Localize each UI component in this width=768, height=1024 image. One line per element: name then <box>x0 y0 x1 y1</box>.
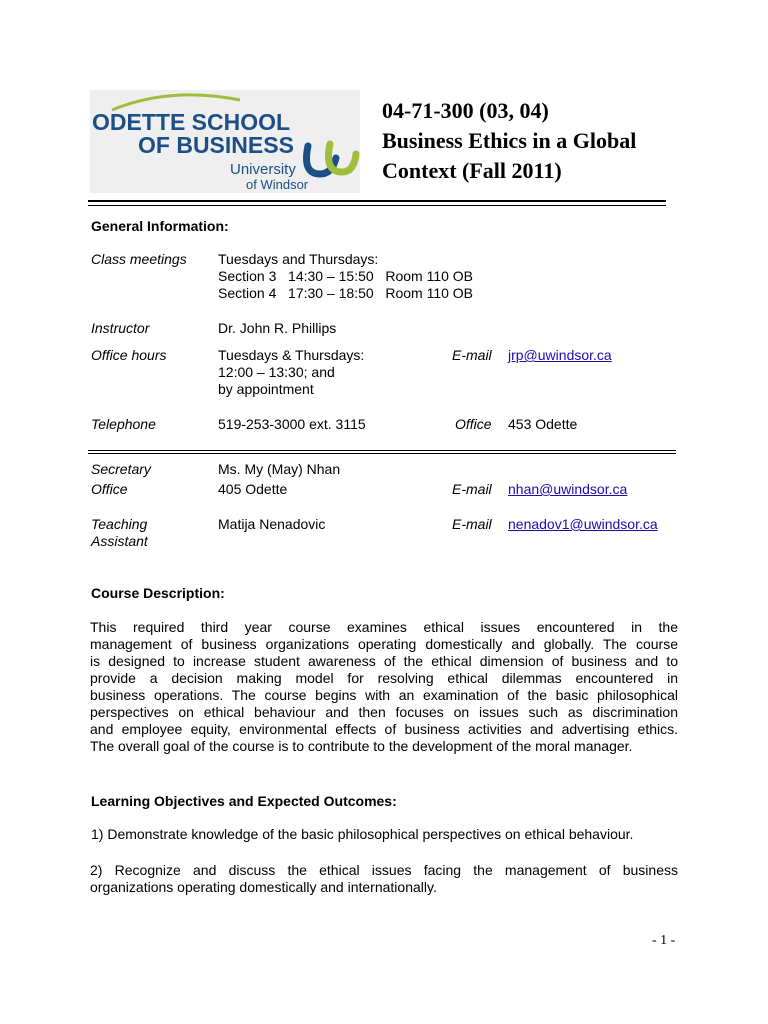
secretary-office-value: 405 Odette <box>218 481 288 497</box>
secretary-label: Secretary <box>91 461 151 477</box>
objective-2 <box>90 862 678 896</box>
instructor-value: Dr. John R. Phillips <box>218 320 337 336</box>
course-description-line: is designed to increase student awareness of the ethical dimension of business and to <box>90 653 678 669</box>
section-rule-1 <box>88 450 676 451</box>
header-rule-top <box>88 200 666 202</box>
ta-label-line-1: Teaching <box>91 516 148 532</box>
course-description-heading: Course Description: <box>91 585 225 601</box>
objective-1: 1) Demonstrate knowledge of the basic philosophical perspectives on ethical behaviour. <box>91 826 634 842</box>
course-description-body <box>90 619 678 755</box>
course-title <box>382 96 636 186</box>
class-meetings-line-2: Section 3 14:30 – 15:50 Room 110 OB <box>218 268 474 284</box>
logo-university: University <box>230 161 296 178</box>
office-value: 453 Odette <box>508 416 578 432</box>
course-description-line: perspectives on ethical behaviour and then focuses on issues such as discrimination <box>90 704 678 720</box>
course-description-line: The overall goal of the course is to contribute to the development of the moral manager. <box>90 738 633 754</box>
ta-value: Matija Nenadovic <box>218 516 326 532</box>
ta-email-link[interactable]: nenadov1@uwindsor.ca <box>508 516 658 532</box>
school-logo <box>90 90 360 193</box>
logo-line-1: ODETTE SCHOOL <box>92 109 291 135</box>
course-description-line: and employee equity, environmental effects of business activities and advertising ethics. <box>90 721 678 737</box>
instructor-label: Instructor <box>91 320 150 336</box>
course-description-line: provide a decision making model for resolving ethical dilemmas encountered in <box>90 670 678 686</box>
instructor-email-link[interactable]: jrp@uwindsor.ca <box>508 347 612 363</box>
objectives-heading: Learning Objectives and Expected Outcomes: <box>91 793 397 809</box>
office-hours-line-3: by appointment <box>218 381 314 397</box>
secretary-email-link[interactable]: nhan@uwindsor.ca <box>508 481 628 497</box>
logo-of-windsor: of Windsor <box>246 177 309 192</box>
general-info-heading: General Information: <box>91 218 229 234</box>
page-number: - 1 - <box>652 933 676 948</box>
secretary-value: Ms. My (May) Nhan <box>218 461 341 477</box>
secretary-email-label: E-mail <box>452 481 492 497</box>
objective-2-line-2: organizations operating domestically and internationally. <box>90 879 437 895</box>
class-meetings-line-1: Tuesdays and Thursdays: <box>218 251 379 267</box>
office-hours-line-1: Tuesdays & Thursdays: <box>218 347 365 363</box>
header-rule-bottom <box>88 205 666 206</box>
telephone-value: 519-253-3000 ext. 3115 <box>218 416 366 432</box>
course-description-line: This required third year course examines ethical issues encountered in the <box>90 619 678 635</box>
instructor-email-label: E-mail <box>452 347 492 363</box>
office-label: Office <box>455 416 492 432</box>
class-meetings-label: Class meetings <box>91 251 187 267</box>
class-meetings-line-3: Section 4 17:30 – 18:50 Room 110 OB <box>218 285 474 301</box>
ta-label-line-2: Assistant <box>91 533 148 549</box>
course-code: 04-71-300 (03, 04) <box>382 98 549 123</box>
course-description-line: business operations. The course begins with an examination of the basic philosophical <box>90 687 678 703</box>
course-name-line-2: Context (Fall 2011) <box>382 158 562 183</box>
objective-2-line-1: 2) Recognize and discuss the ethical issues facing the management of business <box>90 862 678 878</box>
ta-email-label: E-mail <box>452 516 492 532</box>
uwindsor-mark-icon <box>302 138 360 180</box>
course-description-line: management of business organizations operating domestically and globally. The course <box>90 636 678 652</box>
secretary-office-label: Office <box>91 481 128 497</box>
section-rule-2 <box>88 453 676 454</box>
telephone-label: Telephone <box>91 416 156 432</box>
office-hours-label: Office hours <box>91 347 167 363</box>
course-name-line-1: Business Ethics in a Global <box>382 128 637 153</box>
office-hours-line-2: 12:00 – 13:30; and <box>218 364 335 380</box>
logo-line-2: OF BUSINESS <box>138 132 294 158</box>
